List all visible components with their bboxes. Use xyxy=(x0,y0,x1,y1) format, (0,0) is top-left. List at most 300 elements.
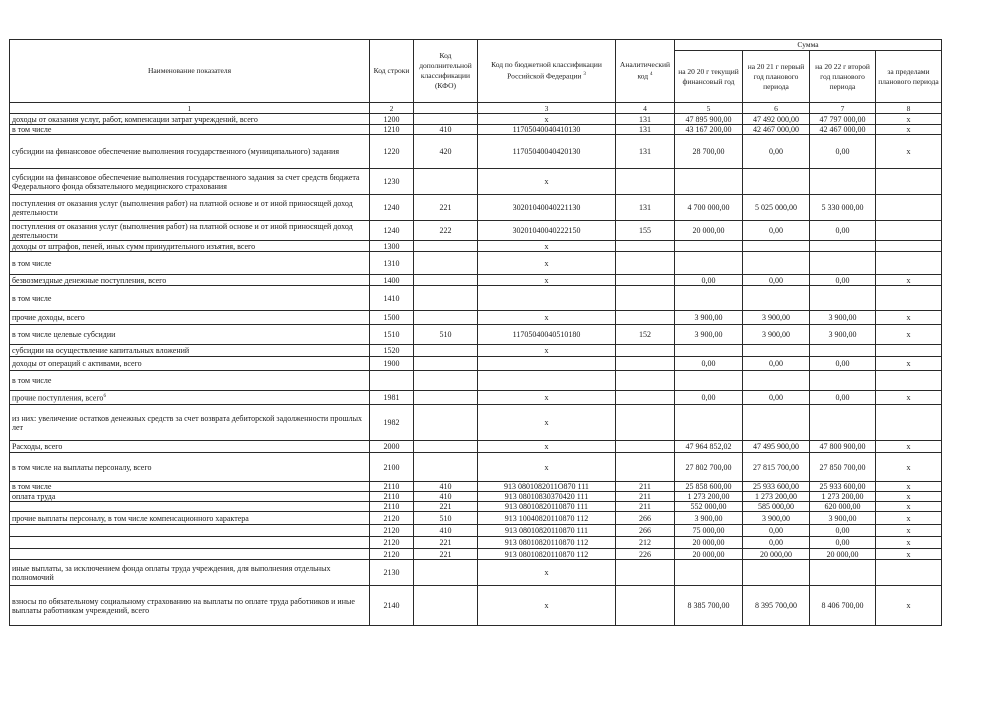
header-sum: Сумма xyxy=(675,40,942,51)
row-sum-year-2 xyxy=(743,345,810,357)
row-sum-year-3: 27 850 700,00 xyxy=(810,453,876,482)
row-kfo xyxy=(414,453,478,482)
row-name xyxy=(10,195,370,221)
row-sum-year-1: 1 273 200,00 xyxy=(675,492,743,502)
row-kbk: 30201040040222150 xyxy=(478,221,616,241)
colnum: 4 xyxy=(616,103,675,114)
table-row xyxy=(10,525,942,537)
row-name xyxy=(10,453,370,482)
row-sum-beyond xyxy=(876,195,942,221)
row-sum-year-3: 0,00 xyxy=(810,275,876,286)
header-beyond: за пределами планового периода xyxy=(876,51,942,103)
row-sum-year-1 xyxy=(675,345,743,357)
row-sum-year-2: 27 815 700,00 xyxy=(743,453,810,482)
row-name-text: в том числе на выплаты персоналу, всего xyxy=(12,462,152,472)
row-kfo: 420 xyxy=(414,135,478,169)
row-kfo xyxy=(414,560,478,586)
row-analytic-code: 152 xyxy=(616,325,675,345)
table-row xyxy=(10,345,942,357)
row-code: 1981 xyxy=(370,391,414,405)
row-sum-year-2: 20 000,00 xyxy=(743,549,810,560)
row-sum-year-1: 25 858 600,00 xyxy=(675,482,743,492)
row-sum-year-3: 1 273 200,00 xyxy=(810,492,876,502)
row-analytic-code xyxy=(616,311,675,325)
row-sum-year-3: 0,00 xyxy=(810,135,876,169)
row-name-text: субсидии на осуществление капитальных вложений xyxy=(12,346,190,355)
row-sum-year-1 xyxy=(675,371,743,391)
row-analytic-code xyxy=(616,391,675,405)
row-kfo: 410 xyxy=(414,525,478,537)
row-sum-year-2: 3 900,00 xyxy=(743,325,810,345)
row-sum-year-2 xyxy=(743,241,810,252)
row-sum-year-2 xyxy=(743,169,810,195)
row-kfo xyxy=(414,586,478,626)
row-sum-year-2: 3 900,00 xyxy=(743,512,810,525)
financial-plan-table xyxy=(9,39,942,626)
row-kbk: x xyxy=(478,275,616,286)
row-sum-year-3: 42 467 000,00 xyxy=(810,125,876,135)
row-name-text: в том числе xyxy=(12,482,52,491)
row-name xyxy=(10,114,370,125)
colnum: 2 xyxy=(370,103,414,114)
row-sum-year-3: 0,00 xyxy=(810,221,876,241)
row-name-text: оплата труда xyxy=(12,492,56,501)
row-analytic-code xyxy=(616,345,675,357)
row-sum-beyond: x xyxy=(876,492,942,502)
row-code: 2110 xyxy=(370,492,414,502)
table-row xyxy=(10,286,942,311)
row-kbk: 913 08010820110870 111 xyxy=(478,525,616,537)
row-sum-year-1: 552 000,00 xyxy=(675,502,743,512)
table-row xyxy=(10,311,942,325)
row-name-text: доходы от операций с активами, всего xyxy=(12,359,142,368)
row-name xyxy=(10,252,370,275)
row-code: 1300 xyxy=(370,241,414,252)
table-row xyxy=(10,252,942,275)
row-kbk: x xyxy=(478,586,616,626)
row-sum-year-2: 25 933 600,00 xyxy=(743,482,810,492)
row-kfo xyxy=(414,357,478,371)
row-kbk xyxy=(478,286,616,311)
row-analytic-code: 226 xyxy=(616,549,675,560)
row-code: 1510 xyxy=(370,325,414,345)
row-kbk: 11705040040510180 xyxy=(478,325,616,345)
row-sum-year-1 xyxy=(675,286,743,311)
row-analytic-code xyxy=(616,252,675,275)
row-code: 1410 xyxy=(370,286,414,311)
table-row xyxy=(10,391,942,405)
row-analytic-code xyxy=(616,586,675,626)
row-sum-year-3: 47 797 000,00 xyxy=(810,114,876,125)
row-name xyxy=(10,286,370,311)
row-code: 1200 xyxy=(370,114,414,125)
table-row xyxy=(10,512,942,525)
row-sum-year-1 xyxy=(675,252,743,275)
row-sum-beyond: x xyxy=(876,114,942,125)
row-kfo xyxy=(414,169,478,195)
header-year-2: на 20 21 г первый год планового периода xyxy=(743,51,810,103)
row-sum-year-3: 0,00 xyxy=(810,537,876,549)
colnum: 1 xyxy=(10,103,370,114)
row-sum-year-1: 20 000,00 xyxy=(675,221,743,241)
row-name-text: Расходы, всего xyxy=(12,442,63,451)
header-kbk: Код по бюджетной классификации Российской Федерации $^3$ xyxy=(478,40,616,103)
row-code: 2140 xyxy=(370,586,414,626)
row-sum-year-2 xyxy=(743,560,810,586)
row-name-text: в том числе xyxy=(12,293,52,303)
row-kbk: 913 0801082011О870 111 xyxy=(478,482,616,492)
row-name xyxy=(10,405,370,441)
row-code: 1400 xyxy=(370,275,414,286)
row-kfo xyxy=(414,441,478,453)
row-name xyxy=(10,135,370,169)
row-name-text: прочие поступления, всего xyxy=(12,393,104,403)
row-code: 2100 xyxy=(370,453,414,482)
row-sum-year-3: 20 000,00 xyxy=(810,549,876,560)
row-sum-beyond: x xyxy=(876,311,942,325)
row-name xyxy=(10,586,370,626)
row-analytic-code xyxy=(616,241,675,252)
table-row xyxy=(10,357,942,371)
row-sum-year-1: 3 900,00 xyxy=(675,325,743,345)
row-analytic-code xyxy=(616,453,675,482)
row-sum-beyond: x xyxy=(876,586,942,626)
header-analytic: Аналитический код $^4$ xyxy=(616,40,675,103)
row-kfo xyxy=(414,241,478,252)
table-row xyxy=(10,560,942,586)
row-analytic-code xyxy=(616,441,675,453)
row-sum-year-1: 47 895 900,00 xyxy=(675,114,743,125)
row-code: 1230 xyxy=(370,169,414,195)
colnum: 3 xyxy=(478,103,616,114)
row-name-text: прочие доходы, всего xyxy=(12,313,85,322)
row-sum-year-3: 3 900,00 xyxy=(810,325,876,345)
row-kfo: 221 xyxy=(414,549,478,560)
row-analytic-code: 131 xyxy=(616,114,675,125)
row-kbk xyxy=(478,371,616,391)
row-name xyxy=(10,441,370,453)
row-name-text: поступления от оказания услуг (выполнения работ) на платной основе и от иной приносящей доход деятельности xyxy=(12,221,353,240)
colnum: 6 xyxy=(743,103,810,114)
row-sum-year-3 xyxy=(810,345,876,357)
row-sum-year-3 xyxy=(810,405,876,441)
row-kfo xyxy=(414,252,478,275)
row-sum-year-3 xyxy=(810,286,876,311)
colnum: 8 xyxy=(876,103,942,114)
row-sum-year-2: 47 492 000,00 xyxy=(743,114,810,125)
row-sum-year-2 xyxy=(743,405,810,441)
row-kbk: 913 10040820110870 112 xyxy=(478,512,616,525)
row-sum-year-3: 620 000,00 xyxy=(810,502,876,512)
table-row xyxy=(10,371,942,391)
row-sum-beyond: x xyxy=(876,453,942,482)
row-kfo: 221 xyxy=(414,537,478,549)
row-sum-year-2 xyxy=(743,371,810,391)
table-row xyxy=(10,125,942,135)
row-sum-year-3: 3 900,00 xyxy=(810,311,876,325)
row-code: 2120 xyxy=(370,512,414,525)
row-kbk: x xyxy=(478,391,616,405)
row-sum-beyond xyxy=(876,241,942,252)
row-sum-year-3 xyxy=(810,241,876,252)
row-kfo: 410 xyxy=(414,492,478,502)
row-sum-year-1: 28 700,00 xyxy=(675,135,743,169)
row-kbk: 913 08010820110870 111 xyxy=(478,502,616,512)
row-kfo: 221 xyxy=(414,195,478,221)
table-row xyxy=(10,482,942,492)
row-kbk: 913 08010830370420 111 xyxy=(478,492,616,502)
row-name xyxy=(10,560,370,586)
row-kfo xyxy=(414,275,478,286)
row-kbk: x xyxy=(478,453,616,482)
row-code: 1520 xyxy=(370,345,414,357)
row-sum-year-3: 25 933 600,00 xyxy=(810,482,876,492)
row-analytic-code xyxy=(616,371,675,391)
table-row xyxy=(10,275,942,286)
row-sum-year-2: 8 395 700,00 xyxy=(743,586,810,626)
row-sum-beyond: x xyxy=(876,537,942,549)
row-code: 1220 xyxy=(370,135,414,169)
row-sum-year-3: 0,00 xyxy=(810,391,876,405)
row-name xyxy=(10,492,370,502)
row-sum-beyond xyxy=(876,405,942,441)
table-row xyxy=(10,241,942,252)
row-sum-year-3: 0,00 xyxy=(810,357,876,371)
row-name xyxy=(10,502,370,512)
row-sum-year-1 xyxy=(675,560,743,586)
column-number-row xyxy=(10,103,942,114)
row-sum-year-2: 0,00 xyxy=(743,357,810,371)
row-code: 2120 xyxy=(370,537,414,549)
row-code: 2110 xyxy=(370,502,414,512)
row-sum-beyond: x xyxy=(876,275,942,286)
row-sum-year-3: 5 330 000,00 xyxy=(810,195,876,221)
row-kbk: x xyxy=(478,560,616,586)
header-name: Наименование показателя xyxy=(10,40,370,103)
row-analytic-code: 131 xyxy=(616,135,675,169)
row-name xyxy=(10,311,370,325)
row-name xyxy=(10,512,370,525)
row-sum-year-1: 8 385 700,00 xyxy=(675,586,743,626)
row-sum-year-1: 20 000,00 xyxy=(675,537,743,549)
row-analytic-code: 211 xyxy=(616,482,675,492)
footnote-mark: 6 xyxy=(103,394,106,400)
row-analytic-code xyxy=(616,405,675,441)
row-name-text: субсидии на финансовое обеспечение выполнения государственного (муниципального) задания xyxy=(12,147,339,156)
row-kfo: 510 xyxy=(414,512,478,525)
row-kbk: x xyxy=(478,114,616,125)
colnum: 7 xyxy=(810,103,876,114)
row-sum-year-1 xyxy=(675,241,743,252)
table-row xyxy=(10,195,942,221)
row-sum-beyond xyxy=(876,560,942,586)
row-analytic-code: 266 xyxy=(616,512,675,525)
row-analytic-code: 211 xyxy=(616,502,675,512)
row-sum-year-1: 20 000,00 xyxy=(675,549,743,560)
row-kfo xyxy=(414,345,478,357)
row-sum-year-1: 0,00 xyxy=(675,275,743,286)
row-kfo xyxy=(414,371,478,391)
row-analytic-code: 211 xyxy=(616,492,675,502)
row-analytic-code: 266 xyxy=(616,525,675,537)
row-name-text: субсидии на финансовое обеспечение выполнения государственного задания за счет средств бюджета Федерального фонда обязательного медицинского страхования xyxy=(12,172,360,191)
row-name-text: из них: увеличение остатков денежных средств за счет возврата дебиторской задолженности прошлых лет xyxy=(12,413,362,432)
table-row xyxy=(10,405,942,441)
row-code: 1500 xyxy=(370,311,414,325)
header-code-row: Код строки xyxy=(370,40,414,103)
row-name xyxy=(10,275,370,286)
row-sum-beyond xyxy=(876,221,942,241)
row-name xyxy=(10,221,370,241)
row-kbk: x xyxy=(478,252,616,275)
row-kfo: 221 xyxy=(414,502,478,512)
row-kbk: x xyxy=(478,405,616,441)
row-analytic-code xyxy=(616,560,675,586)
table-row xyxy=(10,325,942,345)
row-sum-year-2: 0,00 xyxy=(743,221,810,241)
row-kfo: 222 xyxy=(414,221,478,241)
row-sum-year-2 xyxy=(743,252,810,275)
row-kbk: x xyxy=(478,345,616,357)
row-kbk: x xyxy=(478,169,616,195)
table-row xyxy=(10,135,942,169)
table-row xyxy=(10,221,942,241)
row-code: 2120 xyxy=(370,525,414,537)
table-row xyxy=(10,537,942,549)
table-row xyxy=(10,502,942,512)
row-sum-beyond xyxy=(876,345,942,357)
row-sum-year-3 xyxy=(810,560,876,586)
row-sum-year-2: 42 467 000,00 xyxy=(743,125,810,135)
colnum xyxy=(414,103,478,114)
row-name xyxy=(10,537,370,549)
row-sum-beyond: x xyxy=(876,502,942,512)
row-name-text: доходы от оказания услуг, работ, компенсации затрат учреждений, всего xyxy=(12,114,258,124)
row-sum-year-1: 0,00 xyxy=(675,357,743,371)
row-name xyxy=(10,391,370,405)
row-kfo xyxy=(414,286,478,311)
table-row xyxy=(10,549,942,560)
row-analytic-code xyxy=(616,357,675,371)
row-sum-beyond xyxy=(876,252,942,275)
row-analytic-code xyxy=(616,275,675,286)
row-sum-year-2: 1 273 200,00 xyxy=(743,492,810,502)
row-kfo xyxy=(414,114,478,125)
row-name xyxy=(10,549,370,560)
table-row xyxy=(10,453,942,482)
row-code: 1240 xyxy=(370,195,414,221)
row-code: 2130 xyxy=(370,560,414,586)
row-name xyxy=(10,371,370,391)
row-name xyxy=(10,241,370,252)
row-name xyxy=(10,525,370,537)
row-sum-beyond: x xyxy=(876,512,942,525)
row-name-text: в том числе целевые субсидии xyxy=(12,330,116,339)
row-kbk: x xyxy=(478,311,616,325)
row-sum-year-1: 0,00 xyxy=(675,391,743,405)
row-name-text: взносы по обязательному социальному страхованию на выплаты по оплате труда работников и иные выплаты работникам учреждений, всего xyxy=(12,596,355,615)
row-code: 2000 xyxy=(370,441,414,453)
row-sum-year-1: 47 964 852,02 xyxy=(675,441,743,453)
row-code: 1982 xyxy=(370,405,414,441)
row-kbk: x xyxy=(478,241,616,252)
row-sum-year-2: 47 495 900,00 xyxy=(743,441,810,453)
row-code: 2120 xyxy=(370,549,414,560)
row-kbk: 11705040040410130 xyxy=(478,125,616,135)
row-sum-year-1: 75 000,00 xyxy=(675,525,743,537)
row-code: 1240 xyxy=(370,221,414,241)
row-analytic-code: 155 xyxy=(616,221,675,241)
row-name xyxy=(10,325,370,345)
row-sum-year-2: 0,00 xyxy=(743,275,810,286)
row-name-text: прочие выплаты персоналу, в том числе компенсационного характера xyxy=(12,513,249,523)
row-sum-beyond xyxy=(876,169,942,195)
row-name xyxy=(10,482,370,492)
row-kfo xyxy=(414,311,478,325)
row-name-text: в том числе xyxy=(12,125,52,134)
row-kbk: 30201040040221130 xyxy=(478,195,616,221)
table-row xyxy=(10,492,942,502)
row-name xyxy=(10,125,370,135)
row-kfo: 410 xyxy=(414,125,478,135)
row-analytic-code: 212 xyxy=(616,537,675,549)
row-sum-year-1: 4 700 000,00 xyxy=(675,195,743,221)
row-sum-beyond: x xyxy=(876,357,942,371)
row-sum-year-1: 27 802 700,00 xyxy=(675,453,743,482)
row-sum-year-2: 0,00 xyxy=(743,537,810,549)
row-kbk: 913 08010820110870 112 xyxy=(478,537,616,549)
row-sum-beyond: x xyxy=(876,441,942,453)
table-row xyxy=(10,586,942,626)
row-name xyxy=(10,345,370,357)
row-kbk xyxy=(478,357,616,371)
row-sum-year-3 xyxy=(810,252,876,275)
row-sum-year-3 xyxy=(810,169,876,195)
table-row xyxy=(10,441,942,453)
row-kbk: 913 08010820110870 112 xyxy=(478,549,616,560)
row-analytic-code xyxy=(616,286,675,311)
header-year-1: на 20 20 г текущий финансовый год xyxy=(675,51,743,103)
row-code: 1310 xyxy=(370,252,414,275)
row-analytic-code: 131 xyxy=(616,125,675,135)
row-sum-year-1 xyxy=(675,405,743,441)
row-code: 2110 xyxy=(370,482,414,492)
row-sum-beyond: x xyxy=(876,125,942,135)
row-sum-beyond: x xyxy=(876,525,942,537)
row-sum-beyond xyxy=(876,371,942,391)
row-sum-year-1: 3 900,00 xyxy=(675,512,743,525)
row-analytic-code: 131 xyxy=(616,195,675,221)
row-kfo: 510 xyxy=(414,325,478,345)
row-sum-year-2: 585 000,00 xyxy=(743,502,810,512)
row-name-text: безвозмездные денежные поступления, всего xyxy=(12,275,167,285)
row-sum-year-2: 5 025 000,00 xyxy=(743,195,810,221)
row-name-text: доходы от штрафов, пеней, иных сумм принудительного изъятия, всего xyxy=(12,241,256,251)
row-code: 1900 xyxy=(370,357,414,371)
row-sum-beyond: x xyxy=(876,482,942,492)
row-kbk: x xyxy=(478,441,616,453)
row-name-text: иные выплаты, за исключением фонда оплаты труда учреждения, для выполнения отдельных полномочий xyxy=(12,563,331,582)
row-name-text: в том числе xyxy=(12,376,52,385)
row-sum-year-2 xyxy=(743,286,810,311)
row-kfo xyxy=(414,391,478,405)
header-year-3: на 20 22 г второй год планового периода xyxy=(810,51,876,103)
row-kfo: 410 xyxy=(414,482,478,492)
row-name-text: в том числе xyxy=(12,258,52,268)
row-sum-beyond: x xyxy=(876,391,942,405)
row-sum-beyond: x xyxy=(876,549,942,560)
row-sum-year-1 xyxy=(675,169,743,195)
